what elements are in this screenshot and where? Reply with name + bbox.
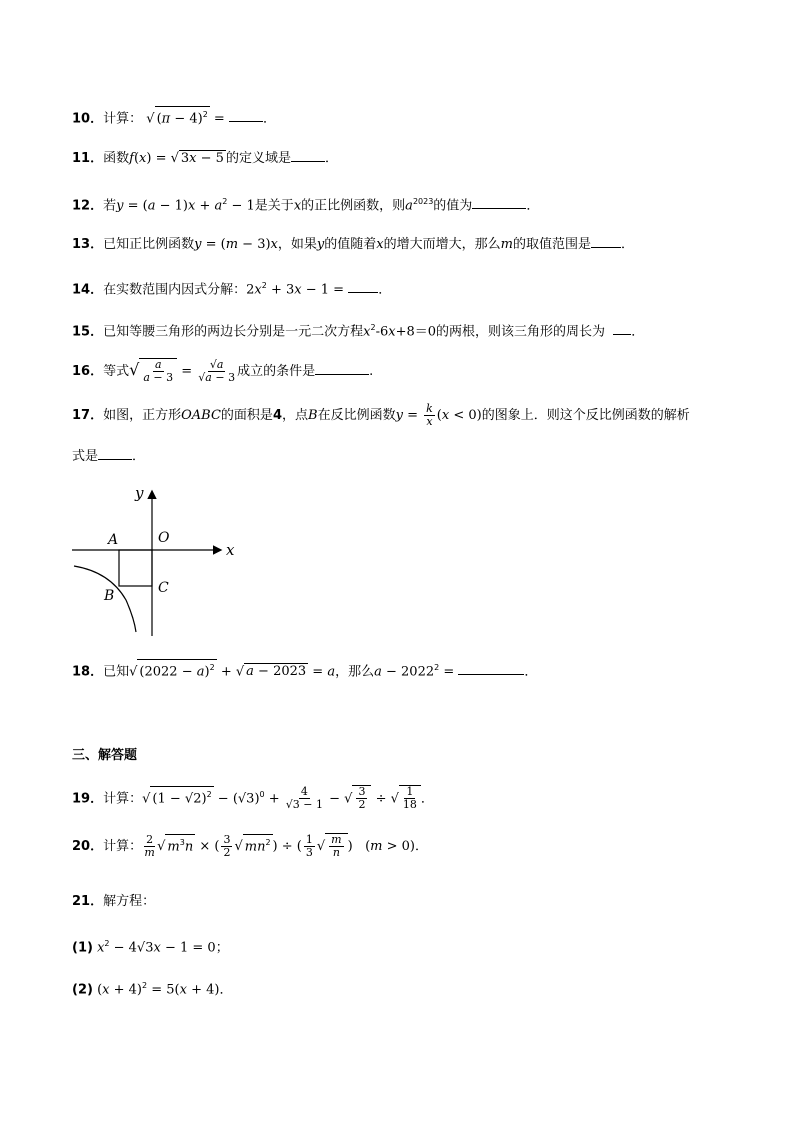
question-17-cont: 式是 ．: [72, 446, 754, 467]
question-20: 20．计算： $\frac{2}{m}$ √ $m^3n$ × ( $\frac{3}{2}$ √ $mn^2$ ) ÷ ( $\frac{1}{3}$ √ $\frac{m}{n}$ ) (m > 0)．: [72, 833, 428, 859]
label-y: y: [135, 484, 144, 502]
label-x: x: [226, 541, 235, 559]
question-14: 14．在实数范围内因式分解：$2x^2 + 3x - 1$ = ．: [72, 281, 392, 298]
question-21-part-2: (2) $(x + 4)^2 = 5(x + 4)$．: [72, 981, 233, 998]
answer-blank[interactable]: [472, 195, 526, 209]
question-16: 16．等式√ $\frac{a}{a - 3}$ = $\frac{√a}{√a - 3}$ 成立的条件是 .: [72, 358, 374, 384]
answer-blank[interactable]: [315, 361, 369, 375]
label-a: A: [108, 532, 119, 548]
question-number: 10: [72, 111, 91, 127]
answer-blank[interactable]: [591, 234, 621, 248]
question-15: 15．已知等腰三角形的两边长分别是一元二次方程$x^2-6x+8=0$的两根，则该三角形的周长为 ．: [72, 323, 645, 340]
question-11: 11．函数f(x) = √ 3x − 5 的定义域是 ．: [72, 148, 754, 169]
question-10: 10．计算： √ $(\pi - 4)^2$ = ．: [72, 106, 754, 129]
question-19: 19．计算：√ $(1 - √2)^2 - (√3)^0$ + $\frac{4}{√3 - 1}$ − √ $\frac{3}{2}$ ÷ √ $\frac{1}{18}$ ．: [72, 785, 434, 812]
question-21: 21．解方程：: [72, 894, 156, 909]
label-b: B: [104, 588, 115, 604]
answer-blank[interactable]: [613, 321, 631, 335]
answer-blank[interactable]: [348, 279, 378, 293]
label-c: C: [158, 580, 169, 596]
answer-blank[interactable]: [229, 108, 263, 122]
question-12: 12．若$y = (a - 1)x + a^2 - 1$是关于x的正比例函数，则$a^{2023}$的值为 ．: [72, 197, 540, 214]
figure-square-hyperbola: [70, 480, 240, 640]
question-13: 13．已知正比例函数y = (m − 3)x，如果y的值随着x的增大而增大，那么m的取值范围是 ．: [72, 234, 754, 255]
question-21-part-1: (1) $x^2 - 4√3x - 1 = 0$；: [72, 939, 229, 956]
question-17: 17．如图，正方形OABC的面积是4，点B在反比例函数y = $\frac{k}{x}$ (x < 0)的图象上．则这个反比例函数的解析: [72, 402, 690, 428]
answer-blank[interactable]: [98, 446, 132, 460]
square-oabc: [119, 550, 152, 586]
label-o: O: [158, 530, 170, 546]
answer-blank[interactable]: [458, 661, 524, 675]
question-18: 18．已知√ $(2022 - a)^2$ + √ a − 2023 = a，那么$a - 2022^2$ = ．: [72, 658, 754, 682]
answer-blank[interactable]: [291, 148, 325, 162]
section-title: 三、解答题: [72, 748, 138, 763]
